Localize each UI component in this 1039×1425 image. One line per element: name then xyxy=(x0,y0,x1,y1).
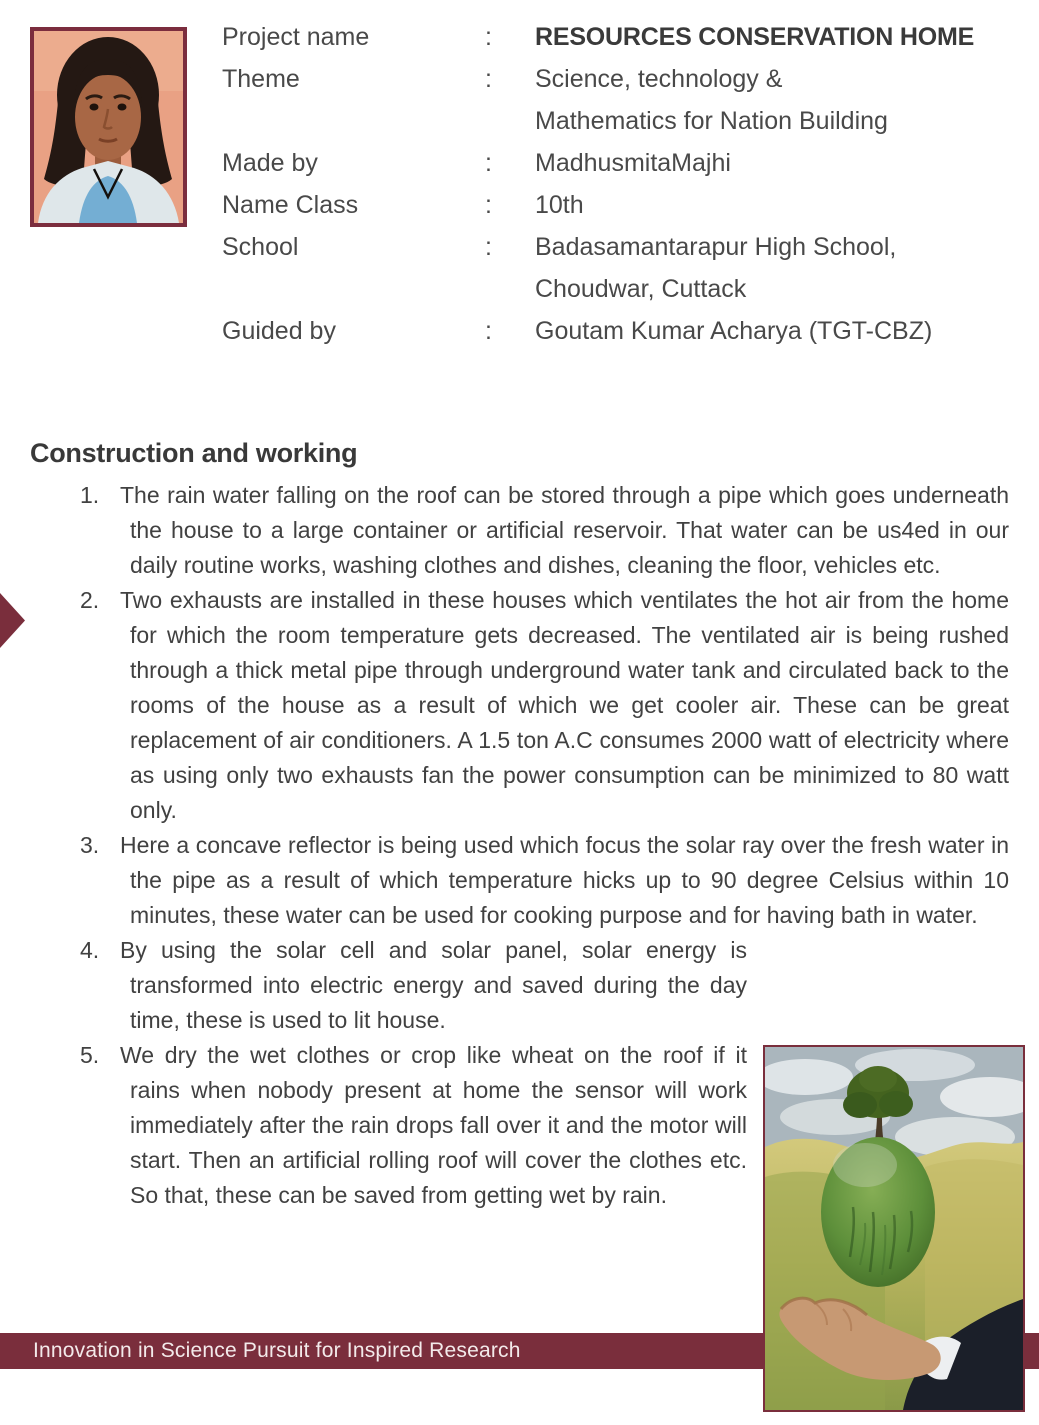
list-item-2 xyxy=(30,583,1009,828)
field-separator: : xyxy=(485,65,492,93)
list-text: Two exhausts are installed in these houses which ventilates the hot air from the home for which the room temperature gets decreased. The ventilated air is being rushed through a thick metal pipe through underground water tank and circulated back to the rooms of the house as a result of which we get cooler air. These can be great replacement of air conditioners. A 1.5 ton A.C consumes 2000 watt of electricity where as using only two exhausts fan the power consumption can be minimized to 80 watt only. xyxy=(120,587,1009,823)
student-portrait-illustration xyxy=(34,31,183,223)
hand-globe-tree-image xyxy=(765,1047,1023,1410)
info-row-made-by xyxy=(222,142,1011,184)
field-value-project-name: RESOURCES CONSERVATION HOME xyxy=(535,23,975,51)
info-row-project-name xyxy=(222,16,1011,58)
info-row-school xyxy=(222,226,1011,268)
field-label: Project name xyxy=(222,23,370,51)
field-separator: : xyxy=(485,23,492,51)
project-info xyxy=(222,16,1011,352)
field-separator: : xyxy=(485,149,492,177)
list-text: The rain water falling on the roof can be stored through a pipe which goes underneath the house to a large container or artificial reservoir. That water can be us4ed in our daily routine works, washing clothes and dishes, cleaning the floor, vehicles etc. xyxy=(120,482,1009,578)
section-heading: Construction and working xyxy=(30,438,358,468)
info-row-theme xyxy=(222,58,1011,100)
field-label: School xyxy=(222,233,299,261)
field-value-class: 10th xyxy=(535,191,584,219)
info-row-theme-line2 xyxy=(222,100,1011,142)
field-separator: : xyxy=(485,317,492,345)
field-value-guided-by: Goutam Kumar Acharya (TGT-CBZ) xyxy=(535,317,933,345)
info-row-school-line2 xyxy=(222,268,1011,310)
field-value-made-by: MadhusmitaMajhi xyxy=(535,149,731,177)
field-separator: : xyxy=(485,191,492,219)
field-value-theme: Science, technology & xyxy=(535,65,783,93)
student-photo xyxy=(30,27,187,227)
field-value-school: Badasamantarapur High School, xyxy=(535,233,897,261)
field-label: Name Class xyxy=(222,191,359,219)
list-number: 5. xyxy=(80,1042,100,1068)
footer-slogan: Innovation in Science Pursuit for Inspired Research xyxy=(33,1339,521,1362)
list-number: 3. xyxy=(80,832,100,858)
list-number: 4. xyxy=(80,937,100,963)
field-label: Guided by xyxy=(222,317,336,345)
field-label: Made by xyxy=(222,149,318,177)
field-separator: : xyxy=(485,233,492,261)
info-row-class xyxy=(222,184,1011,226)
info-row-guided-by xyxy=(222,310,1011,352)
field-value-school-line2: Choudwar, Cuttack xyxy=(535,275,747,303)
list-item-1 xyxy=(30,478,1009,583)
list-item-3 xyxy=(30,828,1009,933)
list-number: 1. xyxy=(80,482,100,508)
list-text: By using the solar cell and solar panel, solar energy is transformed into electric energy and saved during the day time, these is used to lit house. xyxy=(120,937,747,1033)
section-arrow-icon xyxy=(0,593,25,648)
list-number: 2. xyxy=(80,587,100,613)
list-text: Here a concave reflector is being used which focus the solar ray over the fresh water in the pipe as a result of which temperature hicks up to 90 degree Celsius within 10 minutes, these water can be used for cooking purpose and for having bath in water. xyxy=(120,832,1009,928)
list-text: We dry the wet clothes or crop like wheat on the roof if it rains when nobody present at home the sensor will work immediately after the rain drops fall over it and the motor will start. Then an artificial rolling roof will cover the clothes etc. So that, these can be saved from getting wet by rain. xyxy=(120,1042,747,1208)
eco-illustration xyxy=(763,1045,1025,1412)
field-value-theme-line2: Mathematics for Nation Building xyxy=(535,107,888,135)
field-label: Theme xyxy=(222,65,300,93)
